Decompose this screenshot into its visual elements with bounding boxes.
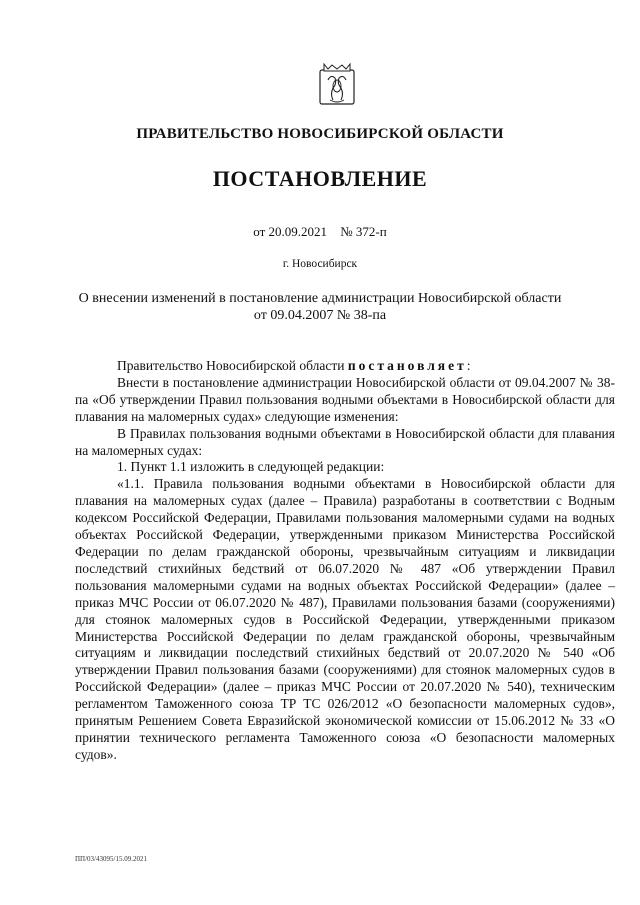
paragraph-item-1-1: «1.1. Правила пользования водными объектами в Новосибирской области для плавания на маломерных судах (далее – Правила) разработаны в соответствии с Водным кодексом Российской Федерации, Правилами пользования маломерными судами на водных объектах Российской Федерации, утвержденными приказом Министерства Российской Федерации по делам гражданской обороны, чрезвычайным ситуациям и ликвидации последствий стихийных бедствий от 06.07.2020 № 487 «Об утверждении Правил пользования маломерными судами на водных объектах Российской Федерации» (далее – приказ МЧС России от 06.07.2020 № 487), Правилами пользования базами (сооружениями) для стоянок маломерных судов в Российской Федерации, утвержденными приказом Министерства Российской Федерации по делам гражданской обороны, чрезвычайным ситуациям и ликвидации последствий стихийных бедствий от 20.07.2020 № 540 «Об утверждении Правил пользования базами (сооружениями) для стоянок маломерных судов в Российской Федерации» (далее – приказ МЧС России от 20.07.2020 № 540), техническим регламентом Таможенного союза ТР ТС 026/2012 «О безопасности маломерных судов», принятым Решением Совета Евразийской экономической комиссии от 15.06.2012 № 33 «О принятии технического регламента Таможенного союза «О безопасности маломерных судов». <box>75 476 615 762</box>
subject-line-2: от 09.04.2007 № 38-па <box>253 308 387 323</box>
paragraph-item-1: 1. Пункт 1.1 изложить в следующей редакции: <box>117 459 385 475</box>
resolution-verb: постановляет <box>347 358 467 373</box>
footer-code: ПП/03/43095/15.09.2021 <box>75 855 147 863</box>
date-number-line <box>60 224 580 240</box>
document-subject <box>60 290 580 324</box>
document-number: № 372-п <box>340 224 387 239</box>
paragraph-amend: Внести в постановление администрации Новосибирской области от 09.04.2007 № 38-па «Об утверждении Правил пользования водными объектами в Новосибирской области для плавания на маломерных судах» следующие изменения: <box>75 374 615 424</box>
document-type: ПОСТАНОВЛЕНИЕ <box>212 166 428 191</box>
document-date: от 20.09.2021 <box>253 224 328 239</box>
subject-line-1: О внесении изменений в постановление администрации Новосибирской области <box>78 291 562 306</box>
novosibirsk-coat-of-arms-icon <box>318 60 356 106</box>
city: г. Новосибирск <box>282 258 358 270</box>
paragraph-rules: В Правилах пользования водными объектами в Новосибирской области для плавания на маломерных судах: <box>75 425 615 458</box>
organization-name: ПРАВИТЕЛЬСТВО НОВОСИБИРСКОЙ ОБЛАСТИ <box>136 126 504 142</box>
document-body <box>75 358 615 764</box>
resolution-suffix: : <box>466 358 471 373</box>
paragraph-resolution <box>75 358 615 375</box>
resolution-prefix: Правительство Новосибирской области <box>117 358 348 373</box>
